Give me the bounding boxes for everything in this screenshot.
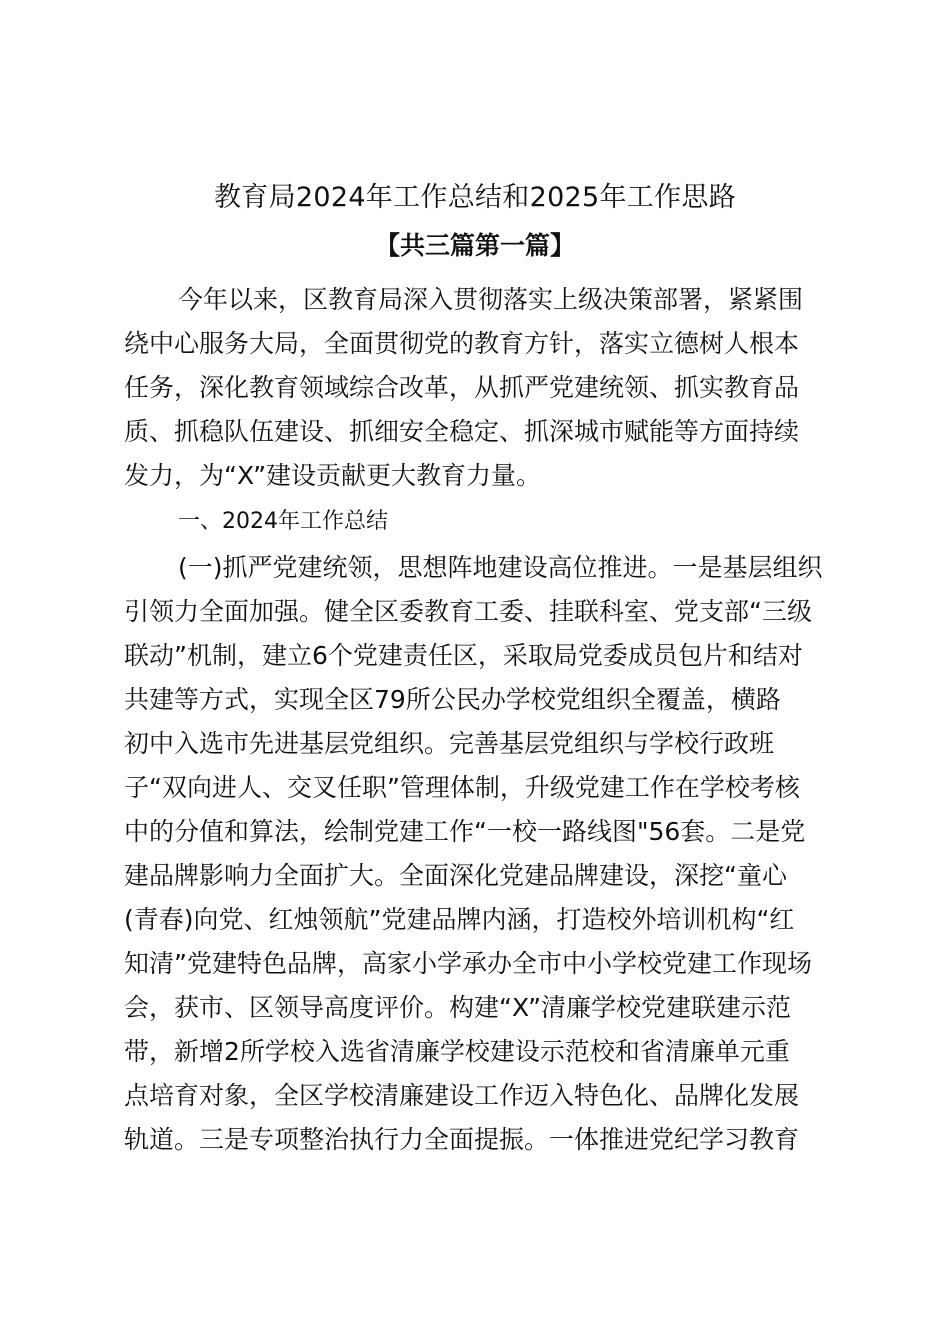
body-line-11: 会，获市、区领导高度评价。构建“X”清廉学校党建联建示范 xyxy=(124,993,792,1022)
body-line-10: 知清”党建特色品牌，高家小学承办全市中小学校党建工作现场 xyxy=(124,949,812,978)
body-line-5: 初中入选市先进基层党组织。完善基层党组织与学校行政班 xyxy=(124,729,775,758)
body-line-13: 点培育对象，全区学校清廉建设工作迈入特色化、品牌化发展 xyxy=(124,1081,800,1110)
body-line-2: 引领力全面加强。健全区委教育工委、挂联科室、党支部“三级 xyxy=(124,597,812,626)
document-subtitle: 【共三篇第一篇】 xyxy=(374,231,575,260)
body-line-14: 轨道。三是专项整治执行力全面提振。一体推进党纪学习教育 xyxy=(124,1125,800,1154)
body-line-3: 联动”机制，建立6个党建责任区，采取局党委成员包片和结对 xyxy=(124,641,803,670)
body-line-1: (一)抓严党建统领，思想阵地建设高位推进。一是基层组织 xyxy=(178,553,823,582)
document-title: 教育局2024年工作总结和2025年工作思路 xyxy=(213,182,737,213)
intro-line-5: 发力，为“X”建设贡献更大教育力量。 xyxy=(124,461,542,490)
intro-line-1: 今年以来，区教育局深入贯彻落实上级决策部署，紧紧围 xyxy=(178,285,804,314)
intro-line-2: 绕中心服务大局，全面贯彻党的教育方针，落实立德树人根本 xyxy=(124,329,800,358)
body-line-4: 共建等方式，实现全区79所公民办学校党组织全覆盖，横路 xyxy=(124,685,781,714)
body-line-9: (青春)向党、红烛领航”党建品牌内涵，打造校外培训机构“红 xyxy=(124,905,795,934)
intro-line-4: 质、抓稳队伍建设、抓细安全稳定、抓深城市赋能等方面持续 xyxy=(124,417,800,446)
body-line-7: 中的分值和算法，绘制党建工作“一校一路线图"56套。二是党 xyxy=(124,817,806,846)
intro-line-3: 任务，深化教育领域综合改革，从抓严党建统领、抓实教育品 xyxy=(124,373,800,402)
section-heading: 一、2024年工作总结 xyxy=(178,509,388,534)
body-line-8: 建品牌影响力全面扩大。全面深化党建品牌建设，深挖“童心 xyxy=(124,861,787,890)
body-line-6: 子“双向进人、交叉任职”管理体制，升级党建工作在学校考核 xyxy=(124,773,800,802)
body-line-12: 带，新增2所学校入选省清廉学校建设示范校和省清廉单元重 xyxy=(124,1037,790,1066)
